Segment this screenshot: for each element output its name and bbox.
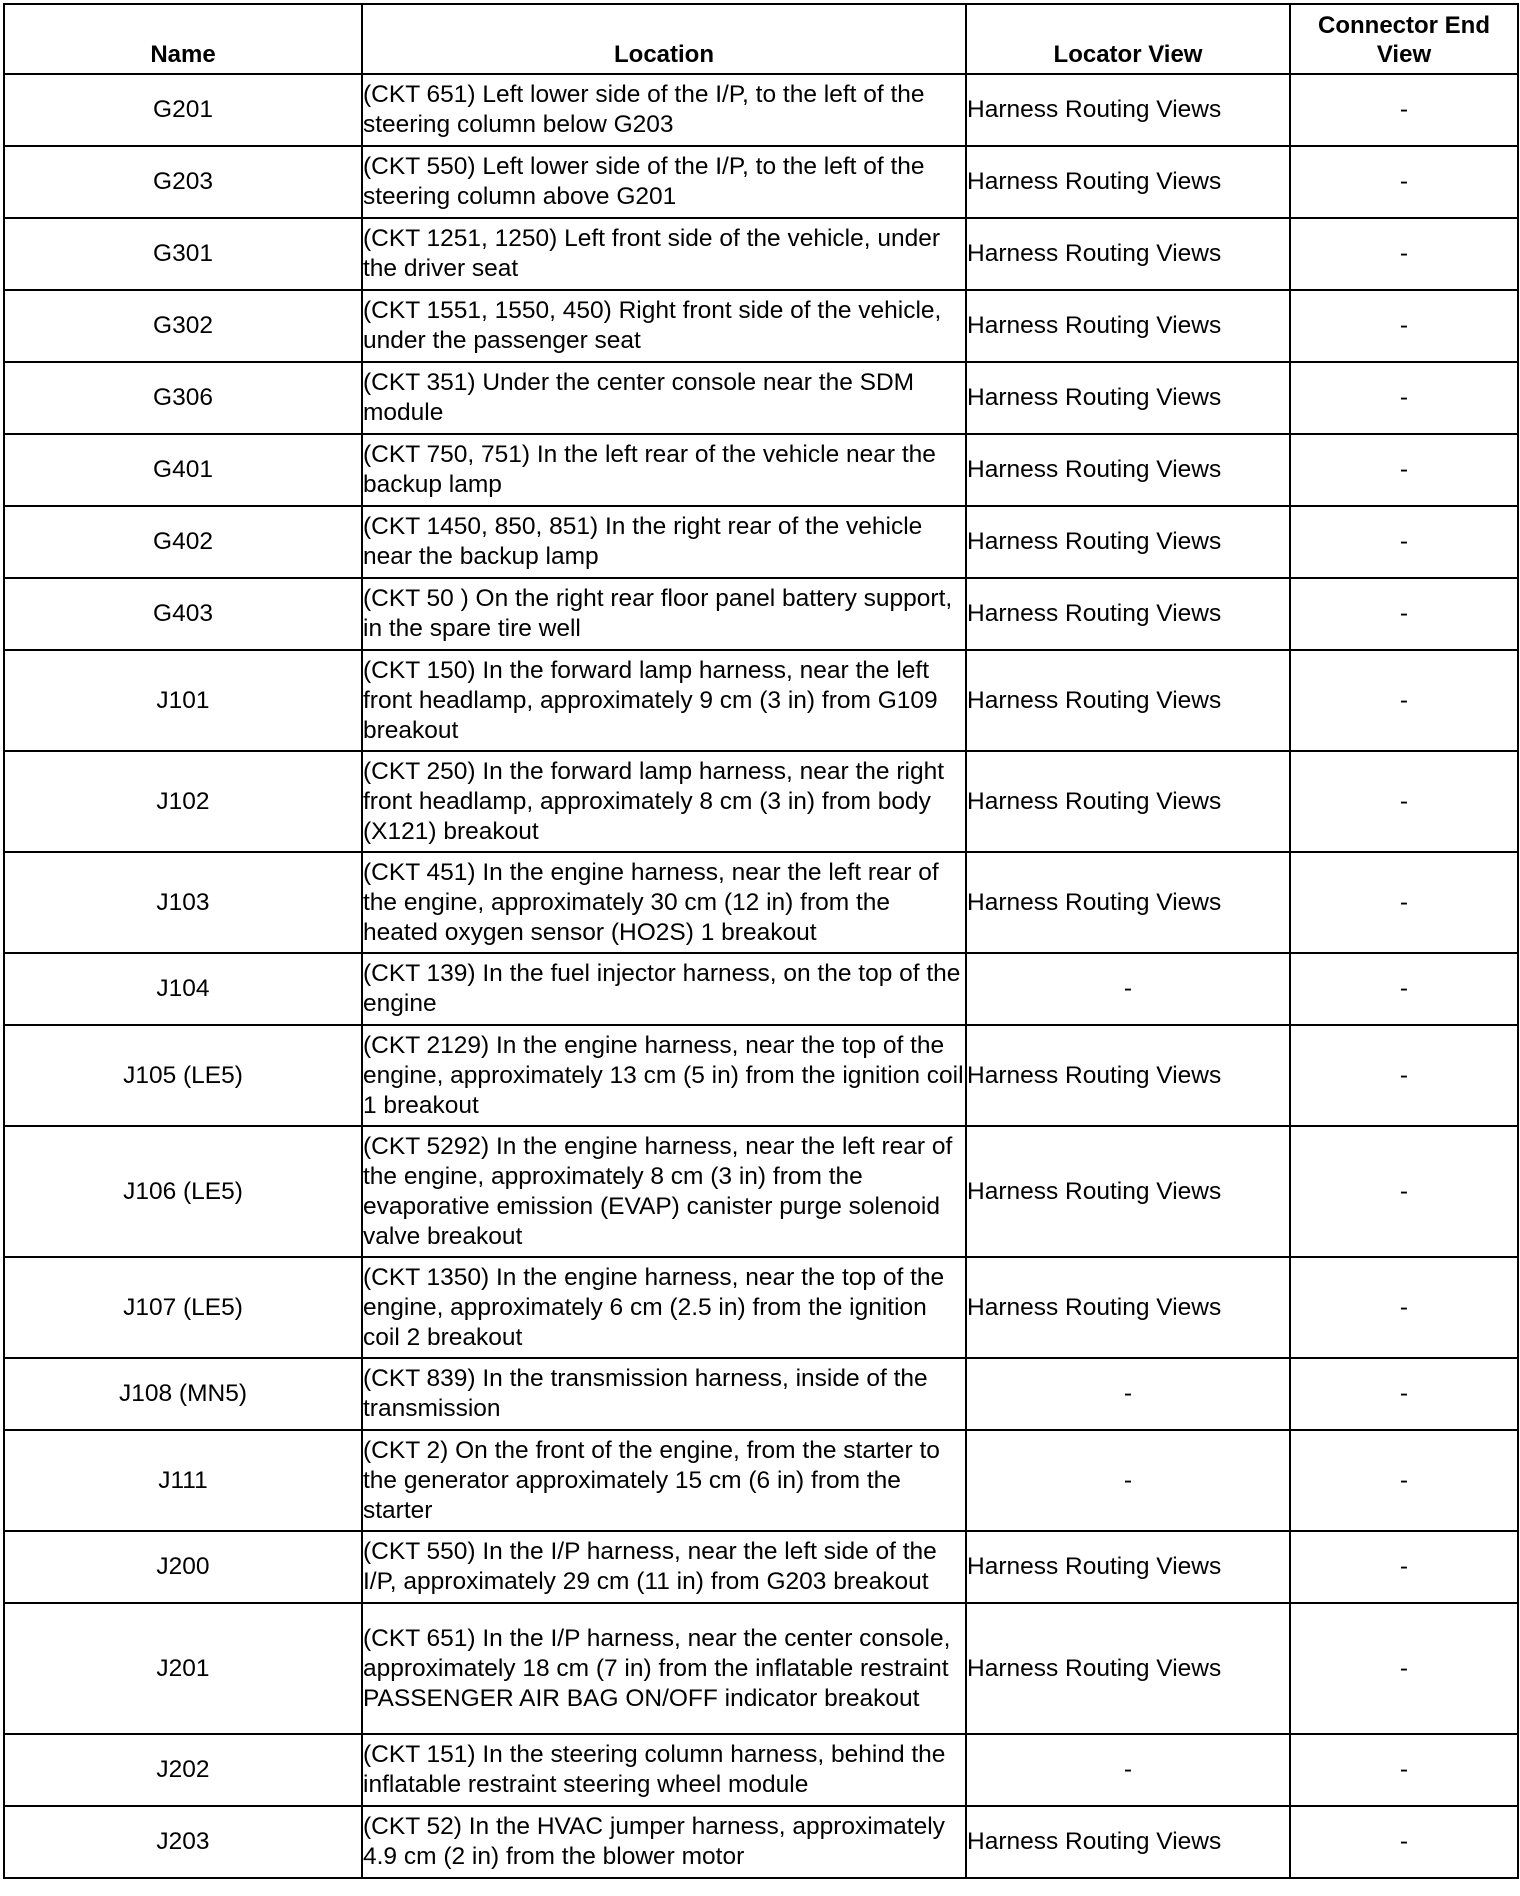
cell-locator-view: Harness Routing Views <box>966 751 1290 852</box>
cell-name: J108 (MN5) <box>4 1358 362 1430</box>
table-row <box>4 218 1518 290</box>
table-row <box>4 953 1518 1025</box>
table-row <box>4 362 1518 434</box>
header-name: Name <box>4 4 362 74</box>
cell-location: (CKT 1551, 1550, 450) Right front side of the vehicle, under the passenger seat <box>362 290 966 362</box>
table-row <box>4 1025 1518 1126</box>
cell-name: J202 <box>4 1734 362 1806</box>
cell-location: (CKT 52) In the HVAC jumper harness, approximately 4.9 cm (2 in) from the blower motor <box>362 1806 966 1878</box>
table-row <box>4 146 1518 218</box>
cell-connector-end-view: - <box>1290 1126 1518 1257</box>
cell-name: G306 <box>4 362 362 434</box>
cell-location: (CKT 2129) In the engine harness, near the top of the engine, approximately 13 cm (5 in) from the ignition coil 1 breakout <box>362 1025 966 1126</box>
cell-name: J102 <box>4 751 362 852</box>
cell-name: J107 (LE5) <box>4 1257 362 1358</box>
cell-locator-view: Harness Routing Views <box>966 1025 1290 1126</box>
cell-connector-end-view: - <box>1290 1603 1518 1734</box>
cell-locator-view: Harness Routing Views <box>966 506 1290 578</box>
cell-locator-view: Harness Routing Views <box>966 852 1290 953</box>
cell-name: J103 <box>4 852 362 953</box>
table-row <box>4 1358 1518 1430</box>
cell-location: (CKT 1450, 850, 851) In the right rear of the vehicle near the backup lamp <box>362 506 966 578</box>
cell-location: (CKT 451) In the engine harness, near the left rear of the engine, approximately 30 cm (12 in) from the heated oxygen sensor (HO2S) 1 breakout <box>362 852 966 953</box>
cell-connector-end-view: - <box>1290 74 1518 146</box>
cell-locator-view: Harness Routing Views <box>966 218 1290 290</box>
cell-connector-end-view: - <box>1290 434 1518 506</box>
cell-connector-end-view: - <box>1290 1531 1518 1603</box>
cell-location: (CKT 550) In the I/P harness, near the left side of the I/P, approximately 29 cm (11 in) from G203 breakout <box>362 1531 966 1603</box>
cell-locator-view: - <box>966 953 1290 1025</box>
cell-locator-view: - <box>966 1430 1290 1531</box>
cell-location: (CKT 651) In the I/P harness, near the center console, approximately 18 cm (7 in) from the inflatable restraint PASSENGER AIR BAG ON/OFF indicator breakout <box>362 1603 966 1734</box>
cell-connector-end-view: - <box>1290 1257 1518 1358</box>
header-connector-end-view: Connector End View <box>1290 4 1518 74</box>
cell-name: J105 (LE5) <box>4 1025 362 1126</box>
table-row <box>4 852 1518 953</box>
cell-locator-view: Harness Routing Views <box>966 290 1290 362</box>
cell-location: (CKT 151) In the steering column harness, behind the inflatable restraint steering wheel module <box>362 1734 966 1806</box>
cell-location: (CKT 550) Left lower side of the I/P, to the left of the steering column above G201 <box>362 146 966 218</box>
header-location: Location <box>362 4 966 74</box>
cell-locator-view: - <box>966 1358 1290 1430</box>
cell-locator-view: Harness Routing Views <box>966 1126 1290 1257</box>
cell-locator-view: Harness Routing Views <box>966 1806 1290 1878</box>
cell-locator-view: Harness Routing Views <box>966 578 1290 650</box>
cell-locator-view: Harness Routing Views <box>966 650 1290 751</box>
cell-name: G203 <box>4 146 362 218</box>
cell-connector-end-view: - <box>1290 218 1518 290</box>
table-row <box>4 506 1518 578</box>
cell-connector-end-view: - <box>1290 1025 1518 1126</box>
table-row <box>4 1430 1518 1531</box>
cell-name: J200 <box>4 1531 362 1603</box>
cell-connector-end-view: - <box>1290 852 1518 953</box>
cell-name: G302 <box>4 290 362 362</box>
cell-location: (CKT 250) In the forward lamp harness, near the right front headlamp, approximately 8 cm (3 in) from body (X121) breakout <box>362 751 966 852</box>
table-row <box>4 1257 1518 1358</box>
cell-connector-end-view: - <box>1290 1430 1518 1531</box>
table-row <box>4 1531 1518 1603</box>
table-row <box>4 434 1518 506</box>
table-row <box>4 1734 1518 1806</box>
cell-location: (CKT 651) Left lower side of the I/P, to the left of the steering column below G203 <box>362 74 966 146</box>
table-row <box>4 74 1518 146</box>
cell-location: (CKT 139) In the fuel injector harness, on the top of the engine <box>362 953 966 1025</box>
header-locator-view: Locator View <box>966 4 1290 74</box>
table-row <box>4 1603 1518 1734</box>
cell-locator-view: Harness Routing Views <box>966 1257 1290 1358</box>
cell-name: J203 <box>4 1806 362 1878</box>
cell-locator-view: Harness Routing Views <box>966 434 1290 506</box>
cell-connector-end-view: - <box>1290 362 1518 434</box>
ground-splice-table <box>3 3 1519 1879</box>
cell-location: (CKT 50 ) On the right rear floor panel battery support, in the spare tire well <box>362 578 966 650</box>
cell-connector-end-view: - <box>1290 146 1518 218</box>
cell-connector-end-view: - <box>1290 506 1518 578</box>
cell-location: (CKT 351) Under the center console near the SDM module <box>362 362 966 434</box>
header-row <box>4 4 1518 74</box>
cell-location: (CKT 150) In the forward lamp harness, near the left front headlamp, approximately 9 cm (3 in) from G109 breakout <box>362 650 966 751</box>
cell-location: (CKT 1350) In the engine harness, near the top of the engine, approximately 6 cm (2.5 in) from the ignition coil 2 breakout <box>362 1257 966 1358</box>
cell-locator-view: Harness Routing Views <box>966 1603 1290 1734</box>
cell-location: (CKT 2) On the front of the engine, from the starter to the generator approximately 15 cm (6 in) from the starter <box>362 1430 966 1531</box>
cell-locator-view: - <box>966 1734 1290 1806</box>
cell-locator-view: Harness Routing Views <box>966 74 1290 146</box>
cell-connector-end-view: - <box>1290 1734 1518 1806</box>
cell-connector-end-view: - <box>1290 290 1518 362</box>
cell-connector-end-view: - <box>1290 751 1518 852</box>
table-row <box>4 1126 1518 1257</box>
cell-name: G402 <box>4 506 362 578</box>
cell-connector-end-view: - <box>1290 650 1518 751</box>
cell-name: G401 <box>4 434 362 506</box>
cell-connector-end-view: - <box>1290 1358 1518 1430</box>
table-row <box>4 650 1518 751</box>
table-row <box>4 578 1518 650</box>
cell-connector-end-view: - <box>1290 578 1518 650</box>
cell-name: G403 <box>4 578 362 650</box>
cell-location: (CKT 750, 751) In the left rear of the vehicle near the backup lamp <box>362 434 966 506</box>
table-row <box>4 751 1518 852</box>
cell-name: J104 <box>4 953 362 1025</box>
cell-name: J101 <box>4 650 362 751</box>
table-row <box>4 290 1518 362</box>
cell-locator-view: Harness Routing Views <box>966 146 1290 218</box>
cell-name: G301 <box>4 218 362 290</box>
cell-name: J201 <box>4 1603 362 1734</box>
cell-name: G201 <box>4 74 362 146</box>
cell-location: (CKT 839) In the transmission harness, inside of the transmission <box>362 1358 966 1430</box>
table-row <box>4 1806 1518 1878</box>
cell-location: (CKT 5292) In the engine harness, near the left rear of the engine, approximately 8 cm (3 in) from the evaporative emission (EVAP) canister purge solenoid valve breakout <box>362 1126 966 1257</box>
cell-locator-view: Harness Routing Views <box>966 1531 1290 1603</box>
cell-connector-end-view: - <box>1290 953 1518 1025</box>
cell-name: J111 <box>4 1430 362 1531</box>
cell-locator-view: Harness Routing Views <box>966 362 1290 434</box>
cell-name: J106 (LE5) <box>4 1126 362 1257</box>
cell-location: (CKT 1251, 1250) Left front side of the vehicle, under the driver seat <box>362 218 966 290</box>
cell-connector-end-view: - <box>1290 1806 1518 1878</box>
